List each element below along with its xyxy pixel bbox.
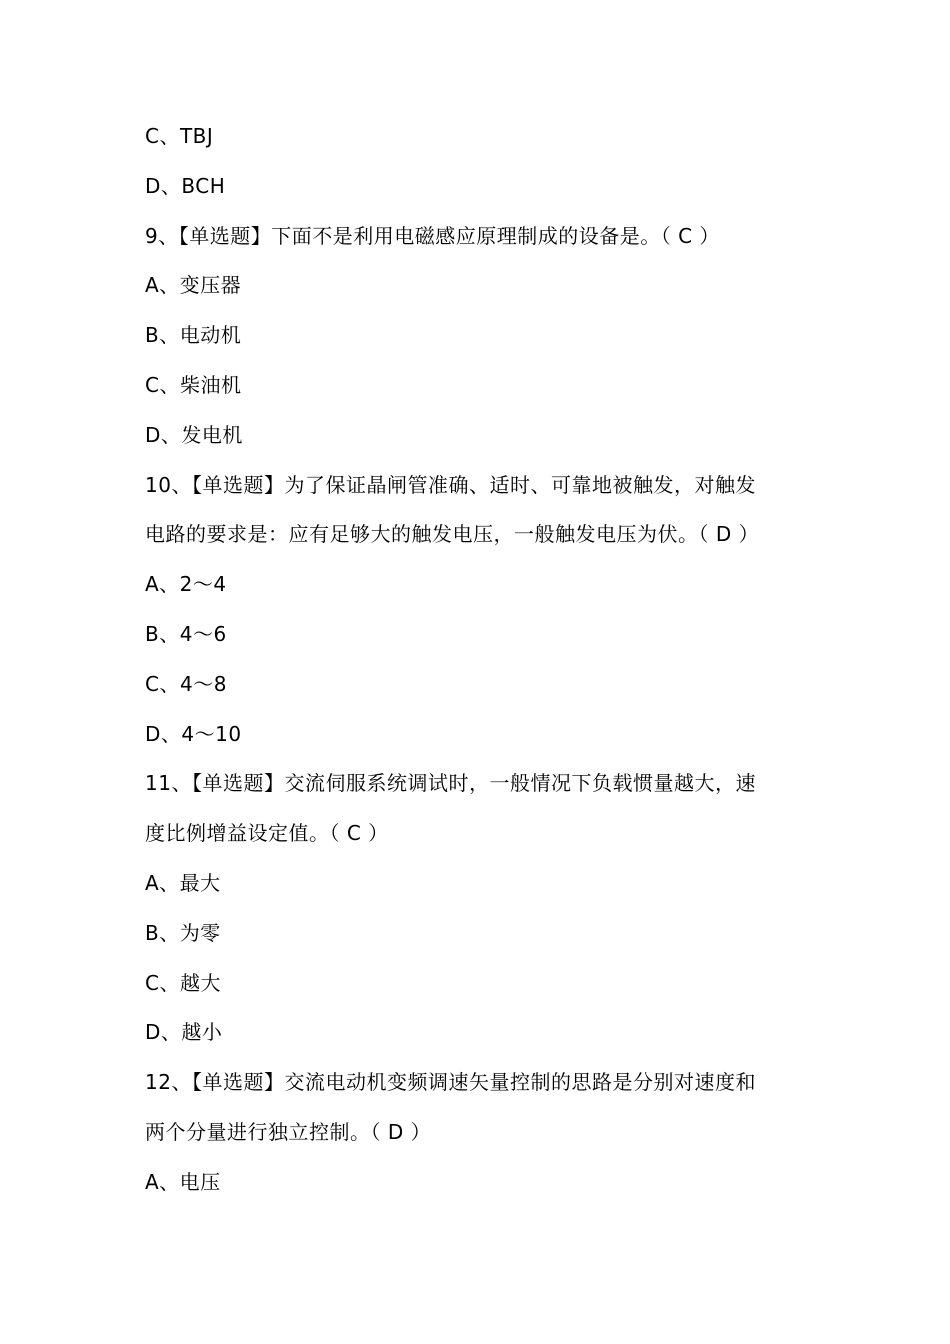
question-9-option-a: A、变压器 [145, 273, 242, 298]
question-9-line: 9、【单选题】下面不是利用电磁感应原理制成的设备是。（ C ） [145, 223, 720, 248]
question-12-line-1: 12、【单选题】交流电动机变频调速矢量控制的思路是分别对速度和 [145, 1070, 756, 1095]
question-11-option-c: C、越大 [145, 970, 221, 995]
question-11-option-b: B、为零 [145, 920, 221, 945]
question-9-option-b: B、电动机 [145, 323, 242, 348]
option-c-line: C、TBJ [145, 124, 214, 148]
question-10-option-c: C、4～8 [145, 671, 227, 696]
question-12-line-2: 两个分量进行独立控制。（ D ） [145, 1119, 432, 1144]
option-d-line: D、BCH [145, 173, 226, 198]
question-10-option-b: B、4～6 [145, 621, 227, 646]
question-11-line-2: 度比例增益设定值。（ C ） [145, 821, 389, 846]
question-10-option-a: A、2～4 [145, 572, 227, 597]
question-12-option-a: A、电压 [145, 1169, 221, 1194]
question-10-line-1: 10、【单选题】为了保证晶闸管准确、适时、可靠地被触发，对触发 [145, 472, 756, 497]
question-9-option-c: C、柴油机 [145, 372, 242, 397]
question-10-option-d: D、4～10 [145, 721, 242, 746]
question-9-option-d: D、发电机 [145, 422, 243, 447]
question-11-option-d: D、越小 [145, 1020, 223, 1045]
question-11-line-1: 11、【单选题】交流伺服系统调试时，一般情况下负载惯量越大，速 [145, 771, 756, 796]
question-10-line-2: 电路的要求是：应有足够大的触发电压，一般触发电压为伏。（ D ） [145, 522, 760, 547]
question-11-option-a: A、最大 [145, 870, 221, 895]
question-text-block [145, 112, 815, 1208]
